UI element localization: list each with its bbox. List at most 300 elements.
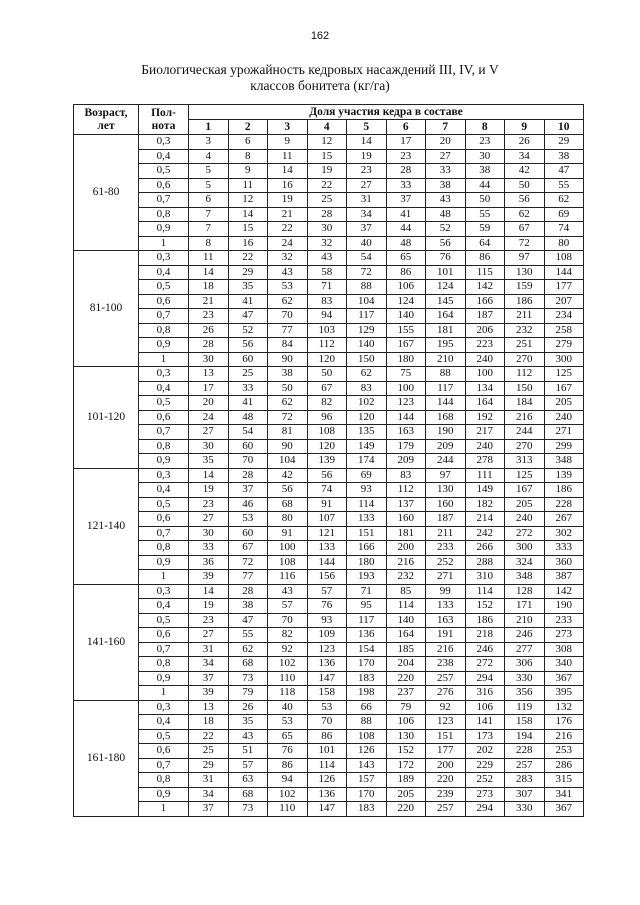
table-row: [74, 439, 584, 454]
table-row: [74, 367, 584, 382]
yield-value-cell: 4: [189, 149, 229, 164]
yield-value-cell: 27: [189, 512, 229, 527]
yield-value-cell: 41: [228, 396, 268, 411]
yield-value-cell: 211: [505, 309, 545, 324]
yield-value-cell: 16: [268, 178, 308, 193]
density-cell: 0,7: [139, 758, 189, 773]
yield-value-cell: 136: [347, 628, 387, 643]
yield-value-cell: 93: [347, 483, 387, 498]
yield-value-cell: 112: [386, 483, 426, 498]
yield-value-cell: 193: [347, 570, 387, 585]
yield-value-cell: 240: [505, 512, 545, 527]
density-cell: 0,7: [139, 425, 189, 440]
yield-value-cell: 108: [544, 251, 584, 266]
age-group-cell: 121-140: [74, 468, 139, 584]
yield-value-cell: 163: [386, 425, 426, 440]
yield-value-cell: 57: [228, 758, 268, 773]
share-col-header: 1: [189, 120, 229, 135]
yield-value-cell: 233: [426, 541, 466, 556]
share-col-header: 4: [307, 120, 347, 135]
yield-value-cell: 17: [189, 381, 229, 396]
table-row: [74, 454, 584, 469]
yield-value-cell: 179: [386, 439, 426, 454]
yield-value-cell: 19: [189, 599, 229, 614]
yield-value-cell: 191: [426, 628, 466, 643]
density-cell: 0,8: [139, 207, 189, 222]
yield-value-cell: 76: [268, 744, 308, 759]
yield-value-cell: 155: [386, 323, 426, 338]
yield-value-cell: 17: [386, 135, 426, 150]
yield-value-cell: 29: [544, 135, 584, 150]
yield-value-cell: 39: [189, 686, 229, 701]
table-row: [74, 280, 584, 295]
density-cell: 0,4: [139, 599, 189, 614]
yield-value-cell: 135: [347, 425, 387, 440]
yield-value-cell: 72: [347, 265, 387, 280]
yield-value-cell: 130: [386, 729, 426, 744]
density-cell: 0,9: [139, 555, 189, 570]
yield-value-cell: 57: [268, 599, 308, 614]
yield-value-cell: 68: [228, 787, 268, 802]
yield-value-cell: 258: [544, 323, 584, 338]
yield-value-cell: 44: [465, 178, 505, 193]
yield-value-cell: 170: [347, 657, 387, 672]
yield-value-cell: 60: [228, 439, 268, 454]
yield-value-cell: 181: [426, 323, 466, 338]
density-cell: 0,5: [139, 164, 189, 179]
share-col-header: 10: [544, 120, 584, 135]
yield-value-cell: 257: [426, 671, 466, 686]
yield-value-cell: 93: [307, 613, 347, 628]
yield-value-cell: 200: [426, 758, 466, 773]
yield-value-cell: 395: [544, 686, 584, 701]
table-row: [74, 715, 584, 730]
yield-value-cell: 56: [505, 193, 545, 208]
yield-value-cell: 58: [307, 265, 347, 280]
yield-value-cell: 14: [189, 468, 229, 483]
yield-value-cell: 159: [505, 280, 545, 295]
density-cell: 0,9: [139, 222, 189, 237]
yield-value-cell: 72: [505, 236, 545, 251]
yield-value-cell: 190: [544, 599, 584, 614]
yield-value-cell: 144: [307, 555, 347, 570]
yield-value-cell: 62: [347, 367, 387, 382]
yield-value-cell: 273: [465, 787, 505, 802]
age-header-line-1: Возраст,: [84, 106, 128, 119]
yield-value-cell: 216: [426, 642, 466, 657]
yield-value-cell: 123: [307, 642, 347, 657]
yield-value-cell: 21: [189, 294, 229, 309]
yield-value-cell: 82: [268, 628, 308, 643]
yield-value-cell: 79: [386, 700, 426, 715]
yield-value-cell: 136: [307, 787, 347, 802]
table-row: [74, 265, 584, 280]
yield-value-cell: 22: [307, 178, 347, 193]
table-row: [74, 193, 584, 208]
yield-value-cell: 246: [465, 642, 505, 657]
yield-value-cell: 246: [505, 628, 545, 643]
yield-value-cell: 125: [505, 468, 545, 483]
yield-value-cell: 288: [465, 555, 505, 570]
yield-value-cell: 34: [189, 657, 229, 672]
density-cell: 1: [139, 802, 189, 817]
yield-value-cell: 223: [465, 338, 505, 353]
yield-value-cell: 22: [189, 729, 229, 744]
yield-value-cell: 18: [189, 280, 229, 295]
yield-value-cell: 22: [268, 222, 308, 237]
yield-value-cell: 315: [544, 773, 584, 788]
table-row: [74, 352, 584, 367]
table-row: [74, 236, 584, 251]
yield-value-cell: 110: [268, 802, 308, 817]
yield-value-cell: 32: [307, 236, 347, 251]
age-group-cell: 141-160: [74, 584, 139, 700]
share-col-header: 8: [465, 120, 505, 135]
yield-value-cell: 80: [268, 512, 308, 527]
yield-value-cell: 35: [189, 454, 229, 469]
density-cell: 0,3: [139, 135, 189, 150]
yield-value-cell: 71: [307, 280, 347, 295]
yield-value-cell: 172: [386, 758, 426, 773]
yield-value-cell: 62: [268, 294, 308, 309]
yield-value-cell: 348: [544, 454, 584, 469]
share-col-header: 3: [268, 120, 308, 135]
yield-value-cell: 11: [189, 251, 229, 266]
yield-value-cell: 151: [347, 526, 387, 541]
yield-value-cell: 25: [189, 744, 229, 759]
age-group-cell: 61-80: [74, 135, 139, 251]
yield-value-cell: 181: [386, 526, 426, 541]
yield-value-cell: 77: [268, 323, 308, 338]
table-row: [74, 584, 584, 599]
yield-value-cell: 120: [307, 352, 347, 367]
yield-value-cell: 240: [465, 439, 505, 454]
yield-value-cell: 147: [307, 671, 347, 686]
yield-value-cell: 204: [386, 657, 426, 672]
yield-value-cell: 152: [465, 599, 505, 614]
yield-value-cell: 300: [505, 541, 545, 556]
yield-value-cell: 147: [307, 802, 347, 817]
yield-value-cell: 283: [505, 773, 545, 788]
yield-value-cell: 86: [465, 251, 505, 266]
yield-value-cell: 92: [426, 700, 466, 715]
yield-value-cell: 133: [347, 512, 387, 527]
yield-value-cell: 88: [347, 280, 387, 295]
density-cell: 0,7: [139, 193, 189, 208]
yield-value-cell: 35: [228, 715, 268, 730]
yield-value-cell: 130: [505, 265, 545, 280]
yield-value-cell: 251: [505, 338, 545, 353]
yield-value-cell: 71: [347, 584, 387, 599]
yield-value-cell: 185: [386, 642, 426, 657]
yield-value-cell: 69: [347, 468, 387, 483]
yield-value-cell: 95: [347, 599, 387, 614]
yield-value-cell: 271: [426, 570, 466, 585]
yield-value-cell: 240: [465, 352, 505, 367]
yield-value-cell: 195: [426, 338, 466, 353]
yield-value-cell: 84: [268, 338, 308, 353]
yield-value-cell: 124: [386, 294, 426, 309]
density-header: [139, 105, 189, 135]
share-col-header: 6: [386, 120, 426, 135]
table-row: [74, 700, 584, 715]
yield-value-cell: 102: [268, 787, 308, 802]
yield-value-cell: 19: [189, 483, 229, 498]
yield-value-cell: 112: [307, 338, 347, 353]
yield-value-cell: 180: [347, 555, 387, 570]
yield-value-cell: 140: [386, 613, 426, 628]
yield-value-cell: 158: [307, 686, 347, 701]
density-cell: 0,6: [139, 178, 189, 193]
yield-value-cell: 149: [347, 439, 387, 454]
yield-value-cell: 23: [465, 135, 505, 150]
density-cell: 1: [139, 352, 189, 367]
yield-value-cell: 170: [347, 787, 387, 802]
yield-value-cell: 51: [228, 744, 268, 759]
density-cell: 0,5: [139, 613, 189, 628]
yield-value-cell: 109: [307, 628, 347, 643]
yield-value-cell: 252: [426, 555, 466, 570]
yield-value-cell: 73: [228, 671, 268, 686]
yield-value-cell: 28: [189, 338, 229, 353]
yield-value-cell: 42: [268, 468, 308, 483]
yield-value-cell: 62: [228, 642, 268, 657]
yield-value-cell: 140: [386, 309, 426, 324]
yield-value-cell: 9: [228, 164, 268, 179]
yield-value-cell: 257: [505, 758, 545, 773]
yield-value-cell: 72: [268, 410, 308, 425]
yield-value-cell: 48: [386, 236, 426, 251]
yield-value-cell: 157: [347, 773, 387, 788]
yield-value-cell: 39: [189, 570, 229, 585]
yield-value-cell: 38: [465, 164, 505, 179]
yield-value-cell: 41: [386, 207, 426, 222]
yield-value-cell: 232: [386, 570, 426, 585]
yield-value-cell: 33: [189, 541, 229, 556]
yield-value-cell: 66: [347, 700, 387, 715]
yield-value-cell: 60: [228, 352, 268, 367]
yield-value-cell: 37: [386, 193, 426, 208]
yield-value-cell: 13: [189, 700, 229, 715]
yield-value-cell: 38: [426, 178, 466, 193]
yield-value-cell: 186: [505, 294, 545, 309]
yield-value-cell: 228: [544, 497, 584, 512]
yield-value-cell: 8: [228, 149, 268, 164]
table-row: [74, 338, 584, 353]
yield-value-cell: 102: [268, 657, 308, 672]
yield-value-cell: 126: [347, 744, 387, 759]
title-line-1: Биологическая урожайность кедровых насаждений III, IV, и V: [141, 62, 499, 77]
yield-value-cell: 59: [465, 222, 505, 237]
yield-value-cell: 270: [505, 352, 545, 367]
yield-value-cell: 266: [465, 541, 505, 556]
yield-value-cell: 88: [347, 715, 387, 730]
yield-value-cell: 14: [189, 265, 229, 280]
yield-value-cell: 11: [228, 178, 268, 193]
yield-value-cell: 28: [228, 584, 268, 599]
density-cell: 0,7: [139, 526, 189, 541]
yield-value-cell: 277: [505, 642, 545, 657]
density-cell: 0,5: [139, 729, 189, 744]
yield-value-cell: 48: [426, 207, 466, 222]
yield-value-cell: 110: [268, 671, 308, 686]
yield-value-cell: 67: [228, 541, 268, 556]
yield-value-cell: 253: [544, 744, 584, 759]
yield-value-cell: 210: [426, 352, 466, 367]
yield-value-cell: 116: [268, 570, 308, 585]
yield-value-cell: 118: [268, 686, 308, 701]
yield-value-cell: 68: [268, 497, 308, 512]
yield-value-cell: 124: [426, 280, 466, 295]
yield-value-cell: 154: [347, 642, 387, 657]
yield-value-cell: 97: [426, 468, 466, 483]
yield-value-cell: 43: [426, 193, 466, 208]
density-cell: 0,6: [139, 410, 189, 425]
yield-value-cell: 330: [505, 671, 545, 686]
yield-value-cell: 14: [268, 164, 308, 179]
density-cell: 0,4: [139, 715, 189, 730]
yield-value-cell: 279: [544, 338, 584, 353]
yield-value-cell: 11: [268, 149, 308, 164]
yield-value-cell: 70: [228, 454, 268, 469]
yield-value-cell: 55: [544, 178, 584, 193]
yield-value-cell: 14: [189, 584, 229, 599]
table-body: [74, 135, 584, 817]
table-row: [74, 251, 584, 266]
yield-value-cell: 28: [386, 164, 426, 179]
yield-value-cell: 32: [268, 251, 308, 266]
yield-value-cell: 65: [386, 251, 426, 266]
yield-value-cell: 156: [307, 570, 347, 585]
yield-value-cell: 163: [426, 613, 466, 628]
yield-value-cell: 47: [544, 164, 584, 179]
yield-value-cell: 240: [544, 410, 584, 425]
yield-value-cell: 104: [347, 294, 387, 309]
yield-value-cell: 239: [426, 787, 466, 802]
yield-value-cell: 133: [426, 599, 466, 614]
yield-value-cell: 174: [347, 454, 387, 469]
yield-value-cell: 107: [307, 512, 347, 527]
yield-value-cell: 27: [426, 149, 466, 164]
density-cell: 0,3: [139, 251, 189, 266]
yield-value-cell: 55: [465, 207, 505, 222]
yield-value-cell: 74: [307, 483, 347, 498]
yield-value-cell: 220: [426, 773, 466, 788]
share-header: Доля участия кедра в составе: [189, 105, 584, 120]
yield-value-cell: 367: [544, 671, 584, 686]
yield-value-cell: 75: [386, 367, 426, 382]
yield-value-cell: 97: [505, 251, 545, 266]
yield-value-cell: 267: [544, 512, 584, 527]
yield-value-cell: 15: [307, 149, 347, 164]
yield-value-cell: 68: [228, 657, 268, 672]
yield-value-cell: 101: [426, 265, 466, 280]
table-row: [74, 483, 584, 498]
yield-value-cell: 100: [386, 381, 426, 396]
yield-value-cell: 125: [544, 367, 584, 382]
yield-value-cell: 38: [544, 149, 584, 164]
table-row: [74, 135, 584, 150]
yield-value-cell: 341: [544, 787, 584, 802]
yield-value-cell: 90: [268, 439, 308, 454]
table-row: [74, 410, 584, 425]
yield-value-cell: 270: [505, 439, 545, 454]
yield-value-cell: 145: [426, 294, 466, 309]
table-row: [74, 744, 584, 759]
yield-value-cell: 76: [426, 251, 466, 266]
yield-value-cell: 50: [465, 193, 505, 208]
yield-value-cell: 167: [505, 483, 545, 498]
yield-value-cell: 43: [307, 251, 347, 266]
yield-value-cell: 218: [465, 628, 505, 643]
yield-value-cell: 106: [386, 280, 426, 295]
table-row: [74, 294, 584, 309]
yield-value-cell: 228: [505, 744, 545, 759]
yield-value-cell: 144: [544, 265, 584, 280]
yield-value-cell: 63: [228, 773, 268, 788]
density-cell: 0,8: [139, 541, 189, 556]
yield-value-cell: 12: [307, 135, 347, 150]
yield-value-cell: 37: [189, 802, 229, 817]
yield-value-cell: 164: [426, 309, 466, 324]
yield-value-cell: 37: [347, 222, 387, 237]
yield-value-cell: 202: [465, 744, 505, 759]
yield-value-cell: 99: [426, 584, 466, 599]
yield-value-cell: 210: [505, 613, 545, 628]
yield-value-cell: 15: [228, 222, 268, 237]
yield-value-cell: 252: [465, 773, 505, 788]
yield-value-cell: 33: [228, 381, 268, 396]
yield-value-cell: 9: [268, 135, 308, 150]
yield-value-cell: 272: [505, 526, 545, 541]
yield-value-cell: 37: [189, 671, 229, 686]
title-line-2: классов бонитета (кг/га): [250, 78, 390, 93]
table-row: [74, 222, 584, 237]
yield-value-cell: 299: [544, 439, 584, 454]
yield-value-cell: 177: [426, 744, 466, 759]
table-row: [74, 613, 584, 628]
yield-value-cell: 271: [544, 425, 584, 440]
yield-value-cell: 233: [544, 613, 584, 628]
table-row: [74, 381, 584, 396]
table-row: [74, 570, 584, 585]
yield-value-cell: 168: [426, 410, 466, 425]
yield-value-cell: 42: [505, 164, 545, 179]
yield-value-cell: 31: [189, 642, 229, 657]
yield-value-cell: 26: [505, 135, 545, 150]
yield-value-cell: 30: [189, 439, 229, 454]
yield-value-cell: 300: [544, 352, 584, 367]
yield-value-cell: 229: [465, 758, 505, 773]
yield-value-cell: 90: [268, 352, 308, 367]
yield-value-cell: 67: [505, 222, 545, 237]
density-cell: 0,5: [139, 497, 189, 512]
yield-value-cell: 29: [228, 265, 268, 280]
yield-value-cell: 73: [228, 802, 268, 817]
yield-value-cell: 205: [386, 787, 426, 802]
yield-value-cell: 211: [426, 526, 466, 541]
density-header-line-1: Пол-: [151, 106, 176, 119]
yield-value-cell: 41: [228, 294, 268, 309]
yield-value-cell: 14: [228, 207, 268, 222]
yield-value-cell: 34: [347, 207, 387, 222]
yield-value-cell: 26: [189, 323, 229, 338]
density-cell: 0,8: [139, 323, 189, 338]
yield-value-cell: 307: [505, 787, 545, 802]
density-cell: 0,9: [139, 787, 189, 802]
yield-value-cell: 128: [505, 584, 545, 599]
yield-value-cell: 150: [347, 352, 387, 367]
